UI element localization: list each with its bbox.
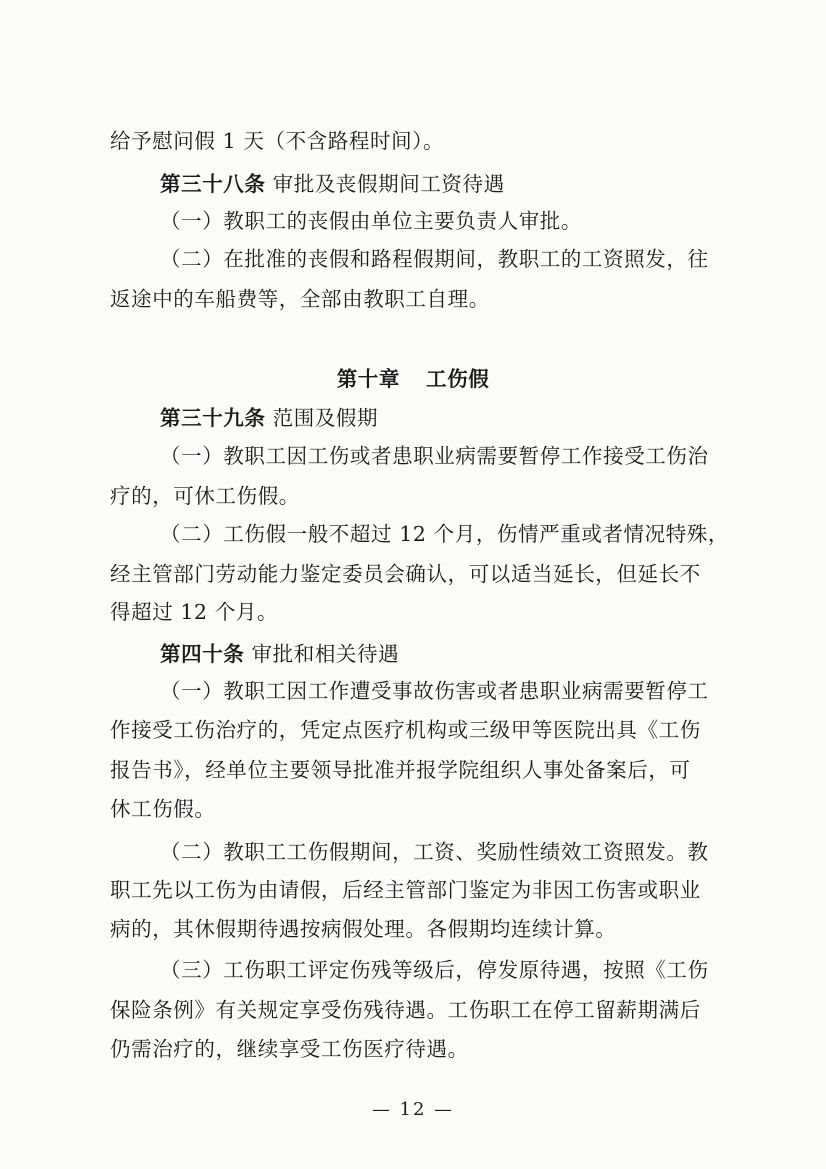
article-number: 第四十条 — [160, 642, 245, 666]
article-number: 第三十九条 — [160, 406, 266, 430]
paragraph-line: 病的，其休假期待遇按病假处理。各假期均连续计算。 — [110, 917, 617, 941]
article-40-heading — [160, 640, 820, 668]
chapter-title: 工伤假 — [426, 367, 490, 391]
article-38-heading — [160, 170, 820, 198]
paragraph-line: （三）工伤职工评定伤残等级后，停发原待遇，按照《工伤 — [160, 958, 709, 982]
article-number: 第三十八条 — [160, 172, 266, 196]
paragraph-line: （一）教职工因工作遭受事故伤害或者患职业病需要暂停工 — [160, 679, 709, 703]
paragraph-line: （二）在批准的丧假和路程假期间，教职工的工资照发，往 — [160, 247, 709, 271]
article-title: 审批及丧假期间工资待遇 — [272, 172, 505, 196]
page-number: — 12 — — [371, 1099, 455, 1120]
paragraph-line: （一）教职工的丧假由单位主要负责人审批。 — [160, 209, 582, 233]
paragraph-line: 给予慰问假 1 天（不含路程时间）。 — [110, 129, 445, 153]
article-title: 审批和相关待遇 — [251, 642, 400, 666]
paragraph-line: 得超过 12 个月。 — [110, 600, 279, 624]
article-39-heading — [160, 404, 820, 432]
paragraph-line: 仍需治疗的，继续享受工伤医疗待遇。 — [110, 1037, 469, 1061]
paragraph-line: 疗的，可休工伤假。 — [110, 484, 300, 508]
article-title: 范围及假期 — [272, 406, 379, 430]
chapter-heading — [0, 365, 826, 393]
paragraph-line: 经主管部门劳动能力鉴定委员会确认，可以适当延长，但延长不 — [110, 562, 701, 586]
paragraph-line: 报告书》，经单位主要领导批准并报学院组织人事处备案后，可 — [110, 758, 691, 782]
paragraph-line: （二）工伤假一般不超过 12 个月，伤情严重或者情况特殊， — [160, 522, 730, 546]
paragraph-line: （二）教职工工伤假期间，工资、奖励性绩效工资照发。教 — [160, 840, 709, 864]
paragraph-line: 保险条例》有关规定享受伤残待遇。工伤职工在停工留薪期满后 — [110, 998, 701, 1022]
paragraph-line: （一）教职工因工伤或者患职业病需要暂停工作接受工伤治 — [160, 444, 709, 468]
paragraph-line: 返途中的车船费等，全部由教职工自理。 — [110, 287, 490, 311]
paragraph-line: 作接受工伤治疗的，凭定点医疗机构或三级甲等医院出具《工伤 — [110, 718, 701, 742]
paragraph-line: 职工先以工伤为由请假，后经主管部门鉴定为非因工伤害或职业 — [110, 878, 701, 902]
paragraph-line: 休工伤假。 — [110, 797, 216, 821]
chapter-number: 第十章 — [336, 367, 400, 391]
